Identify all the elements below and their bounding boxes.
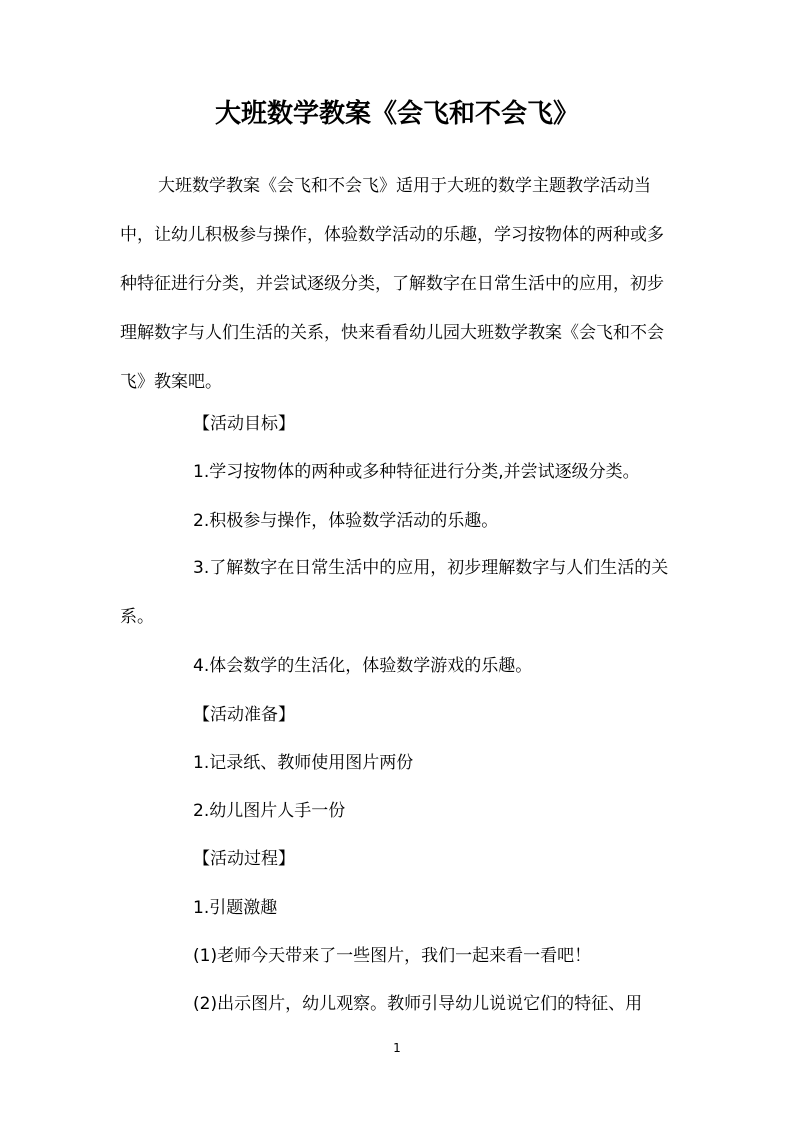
prep-item-2: 2.幼儿图片人手一份	[193, 801, 346, 821]
prep-heading: 【活动准备】	[193, 705, 295, 725]
goal-item-3: 3.了解数字在日常生活中的应用，初步理解数字与人们生活的关系。	[120, 558, 669, 627]
page-number: 1	[393, 1041, 401, 1055]
process-item-1a: (1)老师今天带来了一些图片，我们一起来看一看吧！	[193, 946, 592, 966]
goal-item-1: 1.学习按物体的两种或多种特征进行分类,并尝试逐级分类。	[193, 462, 640, 482]
process-item-1b: (2)出示图片，幼儿观察。教师引导幼儿说说它们的特征、用	[193, 994, 643, 1014]
intro-paragraph: 大班数学教案《会飞和不会飞》适用于大班的数学主题教学活动当中，让幼儿积极参与操作，体验数学活动的乐趣，学习按物体的两种或多种特征进行分类，并尝试逐级分类，了解数字在日常生活中的应用，初步理解数字与人们生活的关系，快来看看幼儿园大班数学教案《会飞和不会飞》教案吧。	[120, 176, 664, 392]
goal-item-4: 4.体会数学的生活化，体验数学游戏的乐趣。	[193, 656, 533, 676]
goal-item-2: 2.积极参与操作，体验数学活动的乐趣。	[193, 511, 499, 531]
process-item-1: 1.引题激趣	[193, 898, 278, 918]
goals-heading: 【活动目标】	[193, 414, 295, 434]
document-title: 大班数学教案《会飞和不会飞》	[214, 99, 579, 129]
process-heading: 【活动过程】	[193, 849, 295, 869]
prep-item-1: 1.记录纸、教师使用图片两份	[193, 753, 414, 773]
